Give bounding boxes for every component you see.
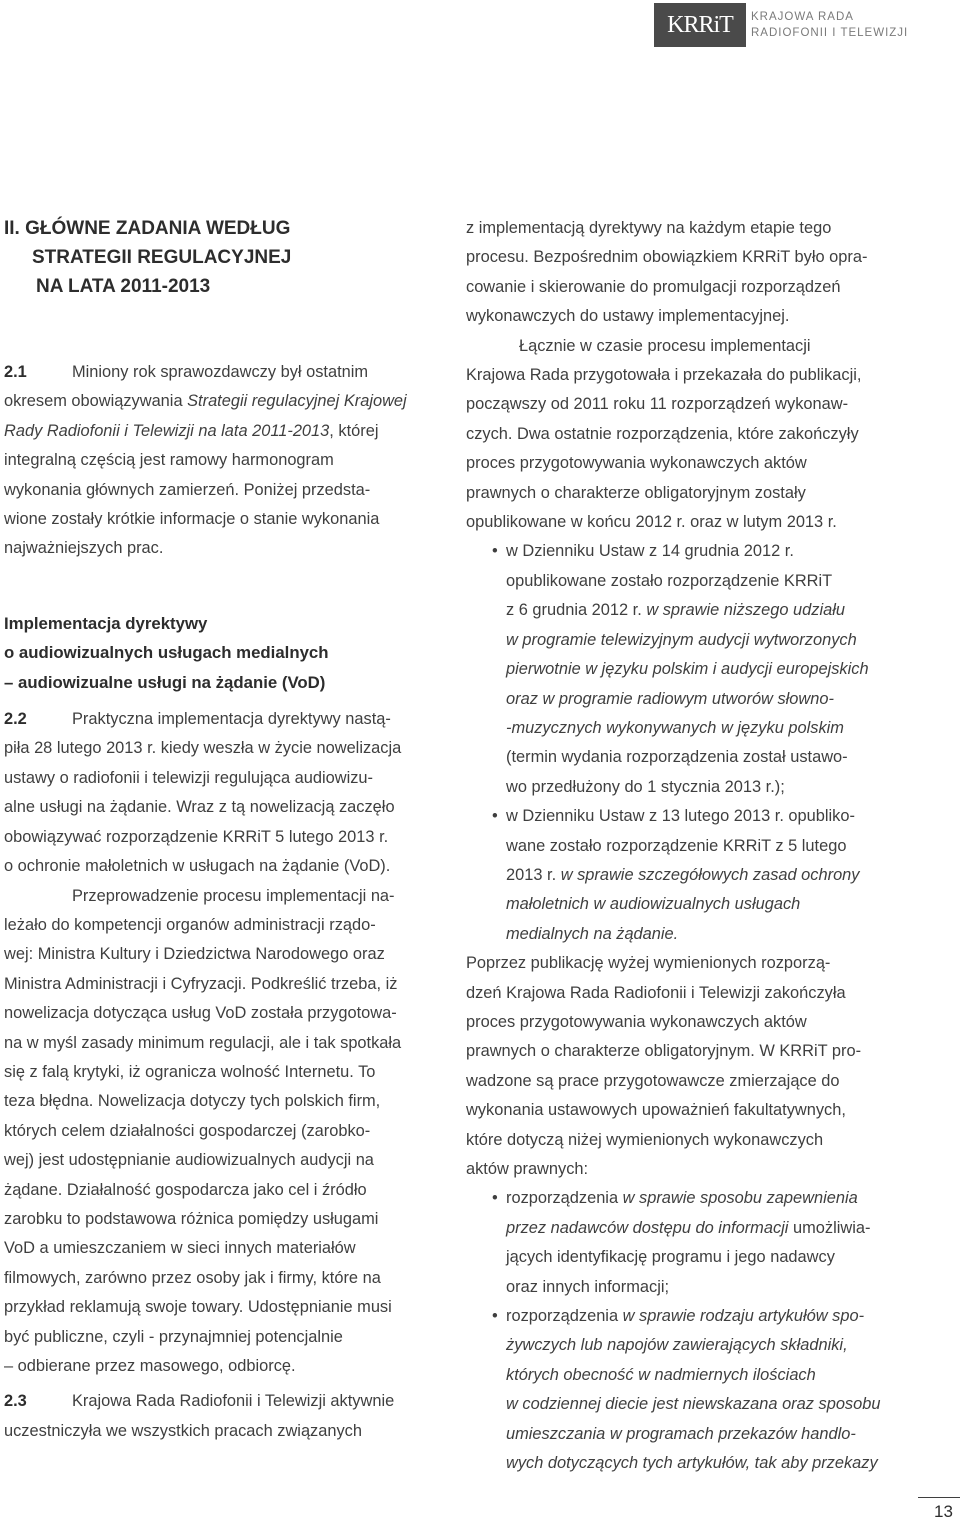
- text-line: których celem działalności gospodarczej (zarobko-: [4, 1121, 371, 1140]
- text-line: ustawy o radiofonii i telewizji regulująca audiowizu-: [4, 768, 373, 787]
- paragraph-number: 2.1: [4, 363, 27, 381]
- regulation-title-italic: małoletnich w audiowizualnych usługach: [506, 895, 801, 914]
- section-title-line: II. GŁÓWNE ZADANIA WEDŁUG: [4, 218, 291, 239]
- text-line: cowanie i skierowanie do promulgacji rozporządzeń: [466, 277, 841, 296]
- heading-line: Implementacja dyrektywy: [4, 613, 208, 633]
- bullet-icon: •: [492, 1189, 498, 1208]
- bullet-list-optional-acts: [466, 1184, 896, 1478]
- text-line: Miniony rok sprawozdawczy był ostatnim: [72, 363, 369, 381]
- regulation-title-italic: oraz w programie radiowym utworów słowno-: [506, 689, 834, 708]
- text-line: żądane. Działalność gospodarcza jako cel i źródło: [4, 1180, 367, 1199]
- paragraph-publication: [466, 949, 896, 1184]
- section-title-line: STRATEGII REGULACYJNEJ: [32, 247, 292, 268]
- document-title-italic: Rady Radiofonii i Telewizji na lata 2011-2013: [4, 421, 330, 440]
- document-title-italic: Strategii regulacyjnej Krajowej: [187, 392, 407, 411]
- text-line: rozporządzenia: [506, 1307, 623, 1326]
- paragraph-2-1: [4, 358, 430, 564]
- organization-name: [751, 9, 908, 41]
- left-column: [4, 214, 430, 1446]
- bullet-list-regulations: [466, 537, 896, 949]
- org-line-1: KRAJOWA RADA: [751, 11, 854, 23]
- section-title: [4, 214, 430, 301]
- text-line: na w myśl zasady minimum regulacji, ale i tak spotkała: [4, 1033, 402, 1052]
- paragraph-continuation: [466, 214, 896, 332]
- text-line: w Dzienniku Ustaw z 13 lutego 2013 r. opubliko-: [506, 807, 855, 826]
- list-item: [466, 1302, 896, 1331]
- regulation-title-italic: w programie telewizyjnym audycji wytworzonych: [506, 630, 857, 649]
- text-line: Ministra Administracji i Cyfryzacji. Podkreślić trzeba, iż: [4, 974, 398, 993]
- krrit-logo: [654, 3, 746, 47]
- text-line: 2013 r.: [506, 865, 561, 884]
- page-number: 13: [934, 1502, 953, 1521]
- text-line: w Dzienniku Ustaw z 14 grudnia 2012 r.: [506, 542, 794, 561]
- text-line: być publiczne, czyli - przynajmniej potencjalnie: [4, 1327, 343, 1346]
- text-line: wykonania ustawowych upoważnień fakultatywnych,: [466, 1101, 846, 1120]
- text-line: piła 28 lutego 2013 r. kiedy weszła w życie nowelizacja: [4, 739, 402, 758]
- regulation-title-italic: wych dotyczących tych artykułów, tak aby przekazy: [506, 1454, 878, 1473]
- bullet-icon: •: [492, 1307, 498, 1326]
- text-line: Przeprowadzenie procesu implementacji na-: [72, 886, 395, 905]
- text-line: z 6 grudnia 2012 r.: [506, 601, 647, 620]
- text-line: alne usługi na żądanie. Wraz z tą nowelizacją zaczęło: [4, 798, 395, 817]
- paragraph-implementation: [466, 332, 896, 538]
- regulation-title-italic: -muzycznych wykonywanych w języku polskim: [506, 718, 844, 737]
- text-line: które dotyczą niżej wymienionych wykonawczych: [466, 1130, 824, 1149]
- text-line: , której: [329, 421, 379, 440]
- bullet-icon: •: [492, 807, 498, 826]
- text-line: przykład reklamują swoje towary. Udostępnianie musi: [4, 1298, 392, 1317]
- page-number-rule: [918, 1497, 960, 1498]
- text-line: rozporządzenia: [506, 1189, 623, 1208]
- regulation-title-italic: żywczych lub napojów zawierających składniki,: [506, 1336, 848, 1355]
- text-line: prawnych o charakterze obligatoryjnym zostały: [466, 483, 806, 502]
- text-line: aktów prawnych:: [466, 1160, 589, 1178]
- text-line: integralną częścią jest ramowy harmonogram: [4, 451, 334, 470]
- section-title-line: NA LATA 2011-2013: [36, 276, 211, 297]
- text-line: dzeń Krajowa Rada Radiofonii i Telewizji zakończyła: [466, 983, 846, 1002]
- text-line: jących identyfikację programu i jego nadawcy: [506, 1248, 835, 1267]
- paragraph-number: 2.2: [4, 710, 27, 729]
- regulation-title-italic: w codziennej diecie jest niewskazana oraz sposobu: [506, 1395, 881, 1414]
- text-line: wo przedłużony do 1 stycznia 2013 r.);: [506, 777, 785, 796]
- regulation-title-italic: w sprawie szczegółowych zasad ochrony: [560, 865, 860, 884]
- text-line: proces przygotowywania wykonawczych aktów: [466, 1012, 807, 1031]
- text-line: najważniejszych prac.: [4, 539, 164, 558]
- text-line: wione zostały krótkie informacje o stanie wykonania: [4, 510, 380, 529]
- heading-line: – audiowizualne usługi na żądanie (VoD): [4, 672, 326, 692]
- regulation-title-italic: medialnych na żądanie.: [506, 924, 679, 943]
- list-item: [466, 802, 896, 831]
- text-line: począwszy od 2011 roku 11 rozporządzeń wykonaw-: [466, 395, 849, 414]
- text-line: o ochronie małoletnich w usługach na żądanie (VoD).: [4, 857, 391, 876]
- text-line: Krajowa Rada Radiofonii i Telewizji aktywnie: [72, 1392, 395, 1411]
- list-item: [466, 1184, 896, 1213]
- text-line: opublikowane zostało rozporządzenie KRRiT: [506, 571, 833, 590]
- paragraph-2-3: [4, 1387, 430, 1446]
- text-line: Krajowa Rada przygotowała i przekazała do publikacji,: [466, 366, 862, 385]
- bullet-icon: •: [492, 542, 498, 561]
- text-line: Poprzez publikację wyżej wymienionych rozporzą-: [466, 954, 831, 973]
- text-line: wykonawczych do ustawy implementacyjnej.: [466, 307, 790, 326]
- text-line: czych. Dwa ostatnie rozporządzenia, które zakończyły: [466, 424, 859, 443]
- right-column: [466, 214, 896, 1478]
- text-line: z implementacją dyrektywy na każdym etapie tego: [466, 219, 832, 237]
- text-line: Praktyczna implementacja dyrektywy nastą-: [72, 710, 391, 729]
- text-line: teza błędna. Nowelizacja dotyczy tych polskich firm,: [4, 1092, 381, 1111]
- regulation-title-italic: których obecność w nadmiernych ilościach: [506, 1365, 816, 1384]
- text-line: okresem obowiązywania: [4, 392, 188, 411]
- logo-mark: KRRiT: [667, 11, 733, 38]
- text-line: proces przygotowywania wykonawczych aktów: [466, 454, 807, 473]
- text-line: filmowych, zarówno przez osoby jak i firmy, które na: [4, 1268, 381, 1287]
- text-line: nowelizacja dotycząca usług VoD została przygotowa-: [4, 1004, 397, 1023]
- text-line: wej: Ministra Kultury i Dziedzictwa Narodowego oraz: [4, 945, 385, 964]
- text-line: prawnych o charakterze obligatoryjnym. W KRRiT pro-: [466, 1042, 862, 1061]
- text-line: się z falą krytyki, iż ogranicza wolność Internetu. To: [4, 1062, 376, 1081]
- heading-line: o audiowizualnych usługach medialnych: [4, 643, 329, 663]
- org-line-2: RADIOFONII I TELEWIZJI: [751, 27, 909, 39]
- text-line: VoD a umieszczaniem w sieci innych materiałów: [4, 1239, 356, 1258]
- regulation-title-italic: w sprawie rodzaju artykułów spo-: [622, 1307, 865, 1326]
- text-line: wykonania głównych zamierzeń. Poniżej przedsta-: [4, 480, 371, 499]
- paragraph-2-2: [4, 705, 430, 1381]
- text-line: wadzone są prace przygotowawcze zmierzające do: [466, 1071, 840, 1090]
- text-line: wane zostało rozporządzenie KRRiT z 5 lutego: [506, 836, 847, 855]
- text-line: (termin wydania rozporządzenia został ustawo-: [506, 748, 848, 767]
- regulation-title-italic: pierwotnie w języku polskim i audycji europejskich: [506, 660, 869, 679]
- text-line: umożliwia-: [788, 1218, 871, 1237]
- text-line: procesu. Bezpośrednim obowiązkiem KRRiT było opra-: [466, 248, 868, 267]
- regulation-title-italic: umieszczania w programach przekazów handlo-: [506, 1424, 856, 1443]
- text-line: Łącznie w czasie procesu implementacji: [519, 336, 811, 355]
- subsection-heading: [4, 609, 430, 697]
- text-line: opublikowane w końcu 2012 r. oraz w lutym 2013 r.: [466, 513, 837, 532]
- regulation-title-italic: w sprawie sposobu zapewnienia: [622, 1189, 858, 1208]
- list-item: [466, 537, 896, 566]
- text-line: zarobku to podstawowa różnica pomiędzy usługami: [4, 1209, 379, 1228]
- regulation-title-italic: w sprawie niższego udziału: [646, 601, 845, 620]
- text-line: wej) jest udostępnianie audiowizualnych audycji na: [4, 1151, 374, 1170]
- text-line: uczestniczyła we wszystkich pracach związanych: [4, 1421, 362, 1440]
- text-line: obowiązywać rozporządzenie KRRiT 5 lutego 2013 r.: [4, 827, 389, 846]
- text-line: – odbierane przez masowego, odbiorcę.: [4, 1357, 296, 1375]
- text-line: oraz innych informacji;: [506, 1277, 670, 1296]
- regulation-title-italic: przez nadawców dostępu do informacji: [506, 1218, 789, 1237]
- text-line: leżało do kompetencji organów administracji rządo-: [4, 915, 376, 934]
- paragraph-number: 2.3: [4, 1392, 27, 1411]
